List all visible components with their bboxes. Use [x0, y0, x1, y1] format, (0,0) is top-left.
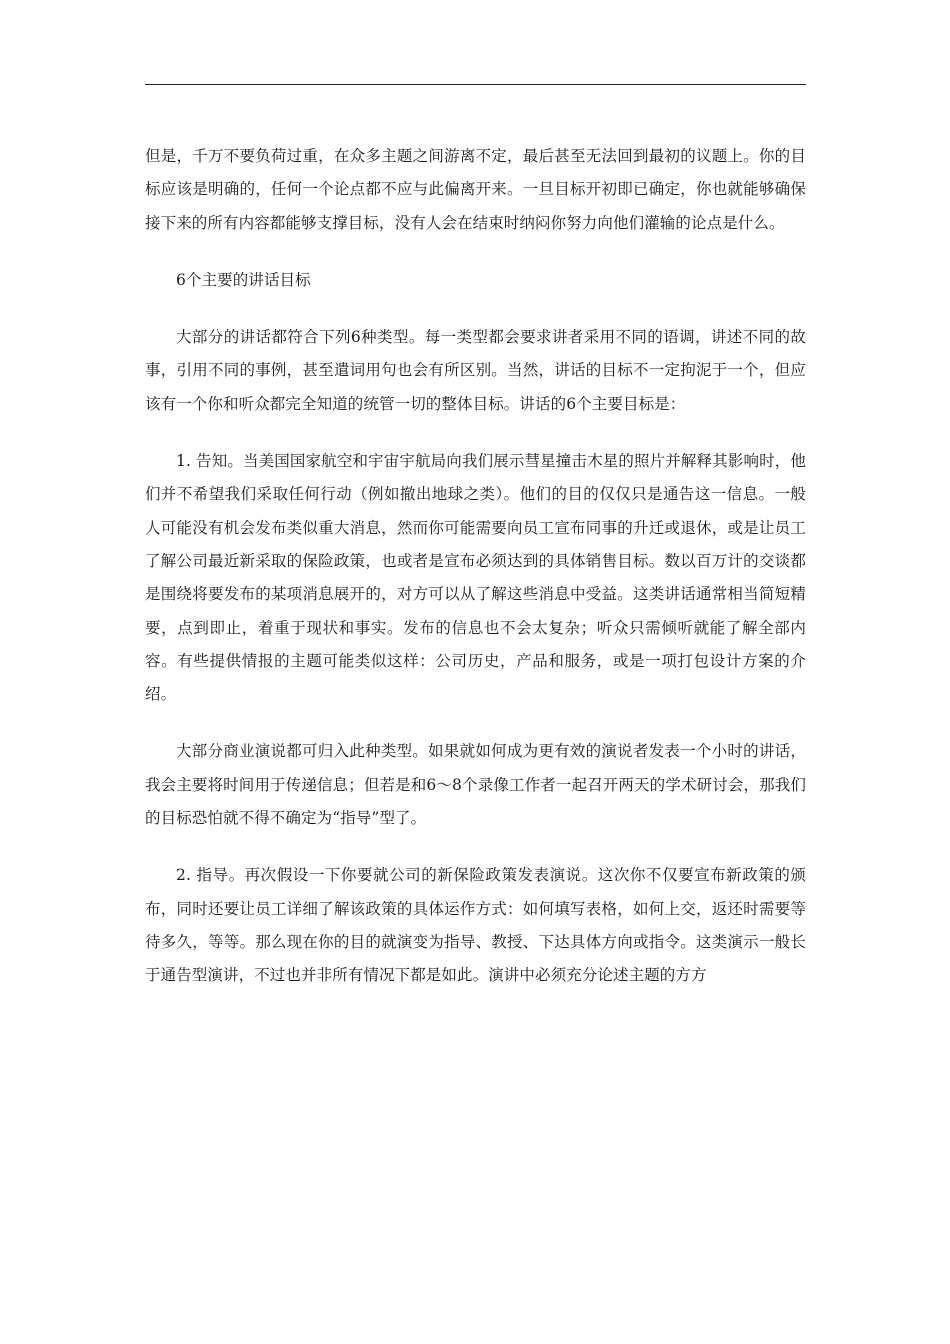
paragraph-inform: 1. 告知。当美国国家航空和宇宙宇航局向我们展示彗星撞击木星的照片并解释其影响时，他们并不希望我们采取任何行动（例如撤出地球之类）。他们的目的仅仅只是通告这一信息。一般人可能没有机会发布类似重大消息，然而你可能需要向员工宣布同事的升迁或退休，或是让员工了解公司最近新采取的保险政策，也或者是宣布必须达到的具体销售目标。数以百万计的交谈都是围绕将要发布的某项消息展开的，对方可以从了解这些消息中受益。这类讲话通常相当简短精要，点到即止，着重于现状和事实。发布的信息也不会太复杂；听众只需倾听就能了解全部内容。有些提供情报的主题可能类似这样：公司历史，产品和服务，或是一项打包设计方案的介绍。	[145, 452, 806, 704]
section-heading: 6个主要的讲话目标	[176, 270, 311, 289]
paragraph-instruct: 2. 指导。再次假设一下你要就公司的新保险政策发表演说。这次你不仅要宣布新政策的颁布，同时还要让员工详细了解该政策的具体运作方式：如何填写表格，如何上交，返还时需要等待多久，等等。那么现在你的目的就演变为指导、教授、下达具体方向或指令。这类演示一般长于通告型演讲，不过也并非所有情况下都是如此。演讲中必须充分论述主题的方方	[145, 866, 806, 985]
header-rule	[145, 84, 806, 85]
paragraph-types: 大部分的讲话都符合下列6种类型。每一类型都会要求讲者采用不同的语调，讲述不同的故事，引用不同的事例，甚至遣词用句也会有所区别。当然，讲话的目标不一定拘泥于一个，但应该有一个你和听众都完全知道的统管一切的整体目标。讲话的6个主要目标是：	[145, 328, 806, 413]
paragraph-business-speech: 大部分商业演说都可归入此种类型。如果就如何成为更有效的演说者发表一个小时的讲话，我会主要将时间用于传递信息；但若是和6～8个录像工作者一起召开两天的学术研讨会，那我们的目标恐怕就不得不确定为“指导”型了。	[145, 742, 806, 828]
paragraph-intro: 但是，千万不要负荷过重，在众多主题之间游离不定，最后甚至无法回到最初的议题上。你的目标应该是明确的，任何一个论点都不应与此偏离开来。一旦目标开初即已确定，你也就能够确保接下来的所有内容都能够支撑目标，没有人会在结束时纳闷你努力向他们灌输的论点是什么。	[145, 147, 806, 232]
document-body	[145, 140, 806, 993]
